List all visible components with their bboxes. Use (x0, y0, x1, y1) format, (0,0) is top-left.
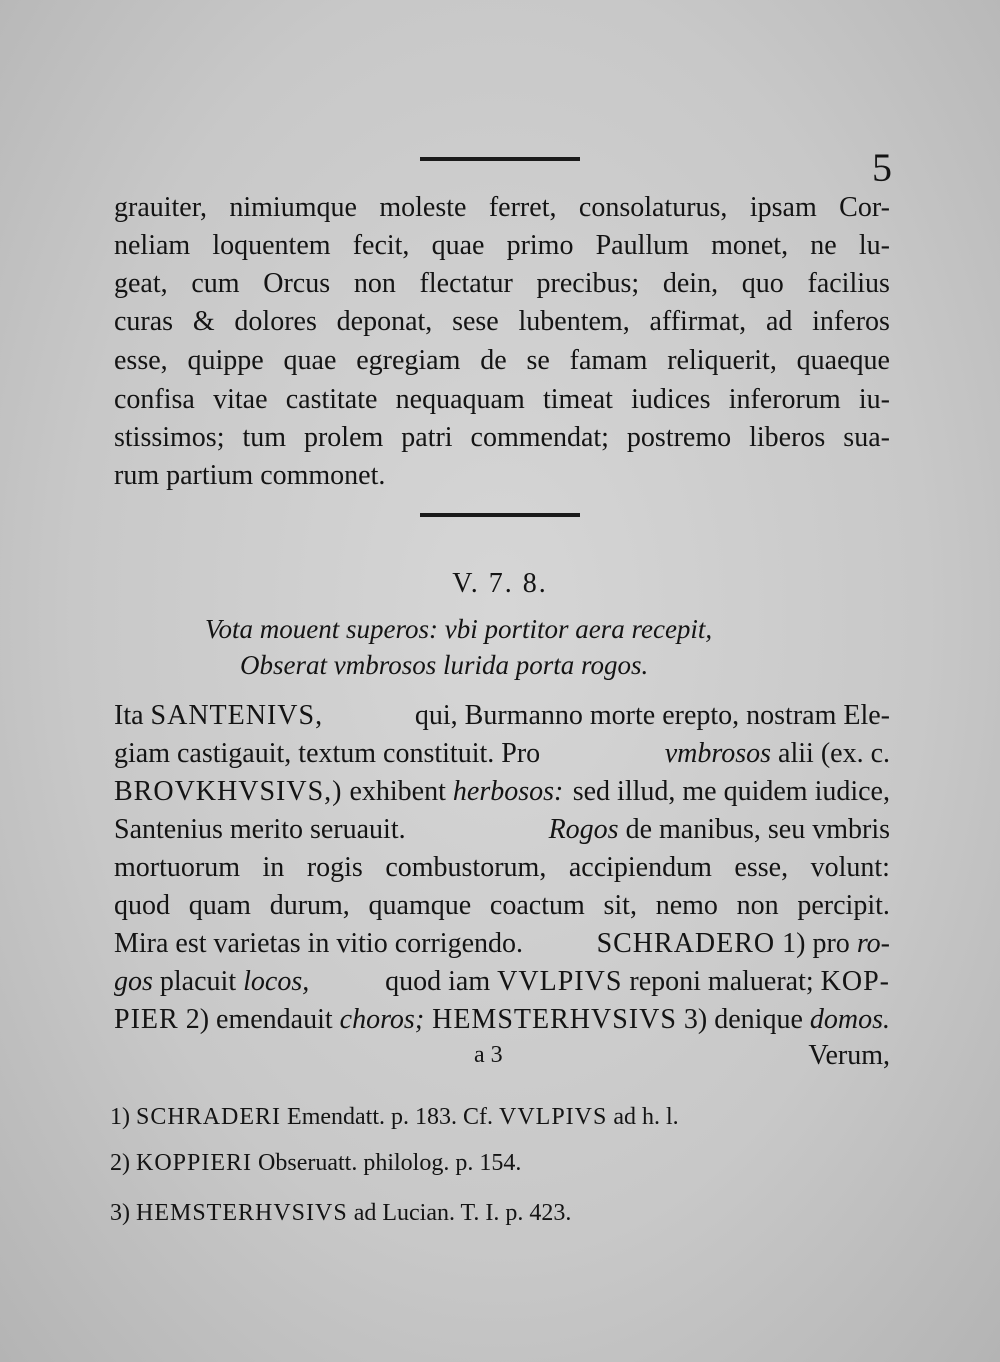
verse-line: Vota mouent superos: vbi portitor aera recepit, (205, 614, 713, 644)
footnote: 3) HEMSTERHVSIVS ad Lucian. T. I. p. 423. (110, 1200, 572, 1226)
text-line: BROVKHVSIVS,) exhibent herbosos: sed illud, me quidem iudice, (114, 776, 890, 807)
text-line: esse, quippe quae egregiam de se famam reliquerit, quaeque (114, 345, 890, 376)
text-line: quod quam durum, quamque coactum sit, nemo non percipit. (114, 890, 890, 921)
text-line: confisa vitae castitate nequaquam timeat iudices inferorum iu- (114, 384, 890, 415)
text-line: mortuorum in rogis combustorum, accipiendum esse, volunt: (114, 852, 890, 883)
text-line: grauiter, nimiumque moleste ferret, consolaturus, ipsam Cor- (114, 192, 890, 223)
text-line: rum partium commonet. (114, 460, 386, 491)
verse-line: Obserat vmbrosos lurida porta rogos. (240, 650, 649, 680)
text-line: gos placuit locos, quod iam VVLPIVS reponi maluerat; KOP- (114, 966, 890, 997)
section-rule (420, 513, 580, 517)
catchword: Verum, (808, 1040, 890, 1071)
text-line: geat, cum Orcus non flectatur precibus; dein, quo facilius (114, 268, 890, 299)
footnote: 2) KOPPIERI Obseruatt. philolog. p. 154. (110, 1150, 522, 1176)
text-line: neliam loquentem fecit, quae primo Paullum monet, ne lu- (114, 230, 890, 261)
text-line: stissimos; tum prolem patri commendat; postremo liberos sua- (114, 422, 890, 453)
text-line: Ita SANTENIVS, qui, Burmanno morte erepto, nostram Ele- (114, 700, 890, 731)
signature-mark: a 3 (474, 1042, 503, 1068)
page-number: 5 (872, 145, 892, 190)
text-line: curas & dolores deponat, sese lubentem, affirmat, ad inferos (114, 306, 890, 337)
section-heading: V. 7. 8. (452, 568, 548, 599)
footnote: 1) SCHRADERI Emendatt. p. 183. Cf. VVLPIVS ad h. l. (110, 1104, 679, 1130)
top-rule (420, 157, 580, 161)
text-line: Mira est varietas in vitio corrigendo. SCHRADERO 1) pro ro- (114, 928, 890, 959)
text-line: giam castigauit, textum constituit. Pro vmbrosos alii (ex. c. (114, 738, 890, 769)
text-line: Santenius merito seruauit. Rogos de manibus, seu vmbris (114, 814, 890, 845)
text-line: PIER 2) emendauit choros; HEMSTERHVSIVS 3) denique domos. (114, 1004, 890, 1035)
